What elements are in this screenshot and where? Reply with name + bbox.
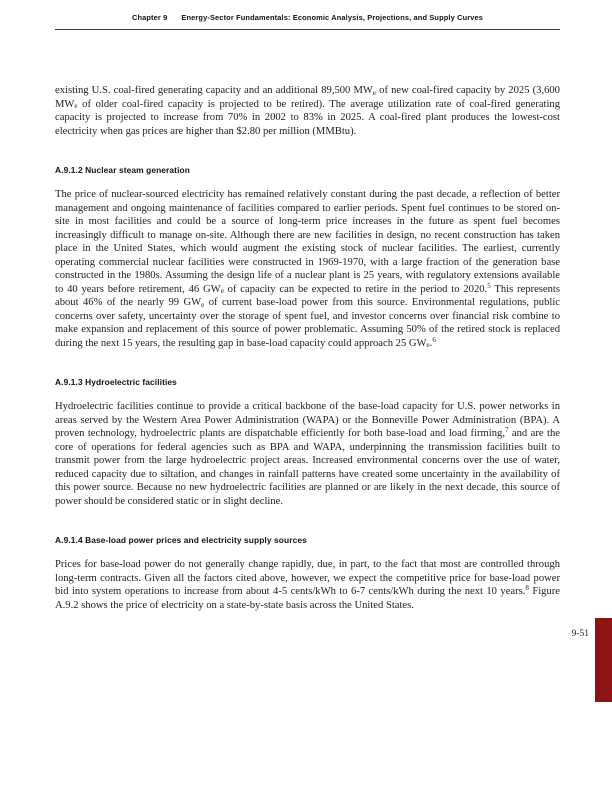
- header-rule: [55, 29, 560, 30]
- chapter-label: Chapter 9: [131, 13, 168, 22]
- chapter-title: Energy-Sector Fundamentals: Economic Analysis, Projections, and Supply Curves: [181, 13, 484, 22]
- paragraph-hydro: Hydroelectric facilities continue to provide a critical backbone of the base-load capacity for U.S. power networks in areas served by the Western Area Power Administration (WAPA) or the Bonneville Power Administration (BPA). A proven technology, hydroelectric plants are dispatchable efficiently for both base-load and load firming,$^7$ and are the core of operations for federal agencies such as BPA and WAPA, underpinning the transmission facilities built to transmit power from the large hydroelectric project areas. Increased environmental concerns over the use of water, reduced capacity due to siltation, and changes in rainfall patterns have created some uncertainty in the availability of this power source. Because no new hydroelectric facilities are planned or are likely in the next decade, this source of power should be considered static or in slight decline.: [55, 401, 560, 507]
- section-heading-baseload: A.9.1.4 Base-load power prices and electricity supply sources: [55, 535, 307, 545]
- chapter-edge-tab: [595, 618, 612, 702]
- section-heading-hydro: A.9.1.3 Hydroelectric facilities: [55, 377, 177, 387]
- paragraph-coal-capacity: existing U.S. coal-fired generating capacity and an additional 89,500 $MW_e$ of new coal-fired capacity by 2025 (3,600 $MW_e$ of older coal-fired capacity is projected to be retired). The average utilization rate of coal-fired generating capacity is projected to increase from 70% in 2002 to 83% in 2025. A coal-fired plant produces the lowest-cost electricity when gas prices are higher than $2.80 per million (MMBtu).: [55, 85, 560, 137]
- section-heading-nuclear: A.9.1.2 Nuclear steam generation: [55, 165, 190, 175]
- paragraph-baseload: Prices for base-load power do not generally change rapidly, due, in part, to the fact that most are controlled through long-term contracts. Given all the factors cited above, however, we expect the competitive price for base-load power bid into system operations to increase from about 4-5 cents/kWh to 6-7 cents/kWh during the next 10 years.$^8$ Figure A.9.2 shows the price of electricity on a state-by-state basis across the United States.: [55, 559, 561, 611]
- page-content: [55, 84, 560, 612]
- page-number: 9-51: [571, 629, 589, 639]
- paragraph-nuclear: The price of nuclear-sourced electricity has remained relatively constant during the past decade, a reflection of better management and ongoing maintenance of facilities compared to earlier periods. Spent fuel continues to be stored on-site in most facilities and could be a source of long-term price increases in the future as spent fuel becomes increasingly difficult to manage on-site. Although there are new facilities in design, no recent construction has taken place in the United States, which would augment the existing stock of nuclear facilities. The earliest, currently operating commercial nuclear facilities were constructed in 1969-1970, with a large fraction of the generation base constructed in the 1980s. Assuming the design life of a nuclear plant is 25 years, with regulatory extensions available to 40 years before retirement, 46 $GW_e$ of capacity can be expected to retire in the period to 2020.$^5$ This represents about 46% of the nearly 99 $GW_e$ of current base-load power from this source. Environmental regulations, public concerns over safety, uncertainty over the storage of spent fuel, and investor concerns over financial risk combine to make expansion and replacement of this source of power problematic. Assuming 50% of the retired stock is replaced during the next 15 years, the resulting gap in base-load capacity could approach 25 $GW_e.^6$: [55, 189, 560, 350]
- running-header: [55, 13, 560, 22]
